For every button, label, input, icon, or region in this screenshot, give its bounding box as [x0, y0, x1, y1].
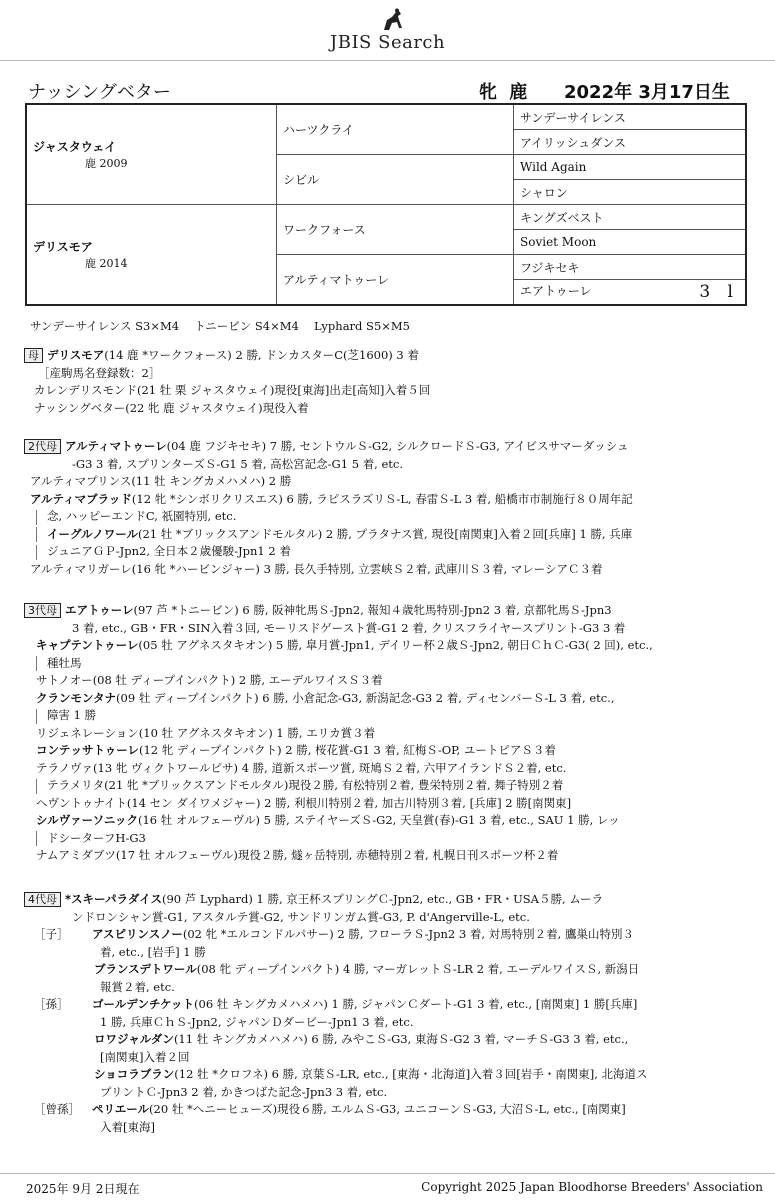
horse-link[interactable]: ブランスデトワール [94, 962, 197, 976]
entry-text: (02 牝 *エルコンドルパサー) 2 勝, フローラＳ-Jpn2 3 着, 対馬特別２着, 鷹巣山特別３ [182, 927, 634, 941]
inbreeding-line: サンデーサイレンス S3×M4 トニービン S4×M4 Lyphard S5×M5 [30, 319, 410, 333]
entry-line [24, 365, 754, 383]
entry-line [24, 672, 754, 690]
horse-birth-date: 2022年 3月17日生 [564, 82, 730, 103]
copyright: Copyright 2025 Japan Bloodhorse Breeders' Association [421, 1180, 763, 1194]
entry-line [24, 926, 754, 944]
third-dam-section [24, 602, 754, 865]
entry-line [24, 979, 754, 997]
entry-line [24, 473, 754, 491]
entry-line [24, 996, 754, 1014]
logo-text: JBIS Search [330, 32, 446, 53]
indent-bar [36, 510, 47, 525]
pedigree-sire-dam[interactable] [277, 155, 514, 205]
dam-name: デリスモア [33, 240, 93, 254]
dam-sire-name: ワークフォース [283, 223, 366, 237]
entry-text: テラノヴァ(13 牝 ヴィクトワールピサ) 4 勝, 道新スポーツ賞, 斑鳩Ｓ２着, 六甲アイランドＳ２着, etc. [36, 760, 567, 775]
entry-text: (14 鹿 *ワークフォース) 2 勝, ドンカスターC(芝1600) 3 着 [104, 348, 419, 362]
entry-text: (90 芦 Lyphard) 1 勝, 京王杯スプリングＣ-Jpn2, etc., GB・FR・USA５勝, ムーラ [161, 892, 604, 906]
horse-link[interactable]: アスピリンスノー [92, 927, 183, 941]
entry-text: 種牡馬 [47, 655, 82, 670]
entry-text: ヘヴントゥナイト(14 セン ダイワメジャー) 2 勝, 利根川特別２着, 加古川特別３着, [兵庫] 2 勝[南関東] [36, 795, 572, 810]
horse-link[interactable]: キャプテントゥーレ [36, 638, 139, 652]
dam-dam-name: アルティマトゥーレ [283, 273, 390, 287]
sds-name: Wild Again [520, 160, 587, 174]
entry-text: ジュニアＧＰ-Jpn2, 全日本２歳優駿-Jpn1 2 着 [47, 544, 291, 558]
pedigree-sire-sire-dam[interactable] [514, 130, 747, 155]
entry-text: 障害 1 勝 [47, 708, 97, 722]
generation-tag: 3代母 [24, 603, 61, 618]
entry-line [24, 1101, 754, 1119]
entry-line [24, 795, 754, 813]
pedigree-sire[interactable] [26, 104, 277, 205]
entry-line [24, 400, 754, 418]
entry-text: プリントＣ-Jpn3 2 着, かきつばた記念-Jpn3 3 着, etc. [100, 1084, 388, 1099]
entry-text: ンドロンシャン賞-G1, アスタルテ賞-G2, サンドリンガム賞-G3, P. d'Angerville-L, etc. [72, 909, 530, 924]
second-dam-section [24, 438, 754, 578]
sire-name: ジャスタウェイ [33, 140, 117, 154]
entry-text: ナッシングベター(22 牝 鹿 ジャスタウェイ)現役入着 [34, 400, 309, 415]
entry-text: 入着[東海] [100, 1119, 155, 1134]
sire-dam-name: シビル [283, 173, 320, 187]
pedigree-dam-sire-dam[interactable] [514, 230, 747, 255]
entry-text: ［産駒馬名登録数：2］ [38, 365, 161, 380]
ssd-name: アイリッシュダンス [520, 135, 626, 150]
entry-text: カレンデリスモンド(21 牡 栗 ジャスタウェイ)現役[東海]出走[高知]入着５回 [34, 383, 431, 397]
horse-link[interactable]: *スキーパラダイス [65, 892, 162, 906]
indent-bar [36, 545, 47, 560]
entry-text: 着, etc., [岩手] 1 勝 [100, 944, 206, 959]
entry-line [24, 742, 754, 760]
entry-line [24, 456, 754, 474]
generation-tag: 母 [24, 348, 43, 363]
entry-line [24, 655, 754, 673]
horse-link[interactable]: クランモンタナ [36, 690, 117, 705]
entry-text: 報賞２着, etc. [100, 979, 175, 994]
entry-line [24, 707, 754, 725]
entry-text: ナムアミダブツ(17 牡 オルフェーヴル)現役２勝, 燧ヶ岳特別, 赤穂特別２着, 札幌日刊スポーツ杯２着 [36, 848, 559, 862]
entry-line [24, 561, 754, 579]
entry-line [24, 1014, 754, 1032]
entry-line [24, 1119, 754, 1137]
entry-line [24, 438, 754, 456]
horse-link[interactable]: アルティマブラッド [30, 491, 132, 506]
entry-text: [南関東]入着２回 [100, 1049, 190, 1064]
entry-line [24, 961, 754, 979]
pedigree-table [25, 103, 747, 306]
horse-link[interactable]: アルティマトゥーレ [65, 439, 167, 453]
entry-text: アルティマプリンス(11 牡 キングカメハメハ) 2 勝 [30, 474, 292, 488]
pedigree-dam-dam-dam[interactable] [514, 280, 747, 306]
entry-text: (16 牡 オルフェーヴル) 5 勝, ステイヤーズＳ-G2, 天皇賞(春)-G1 3 着, etc., SAU 1 勝, レッ [137, 813, 620, 827]
horse-sex-color: 牝 鹿 [479, 82, 531, 103]
entry-line [24, 909, 754, 927]
footer-divider [0, 1173, 775, 1174]
indent-bar [36, 527, 47, 542]
horse-link[interactable]: デリスモア [47, 348, 105, 362]
entry-line [24, 812, 754, 830]
relation-label: ［子］ [34, 927, 69, 941]
entry-line [24, 847, 754, 865]
entry-line [24, 1031, 754, 1049]
entry-line [24, 1049, 754, 1067]
entry-text: (21 牡 *ブリックスアンドモルタル) 2 勝, プラタナス賞, 現役[南関東]入着２回[兵庫] 1 勝, 兵庫 [137, 526, 633, 541]
horse-link[interactable]: エアトゥーレ [65, 603, 134, 617]
pedigree-dam-sire-sire[interactable] [514, 205, 747, 230]
pedigree-dam-sire[interactable] [277, 205, 514, 255]
entry-line [24, 620, 754, 638]
entry-line [24, 1066, 754, 1084]
entry-text: (04 鹿 フジキセキ) 7 勝, セントウルＳ-G2, シルクロードＳ-G3, アイビスサマーダッシュ [166, 439, 629, 453]
entry-line [24, 1084, 754, 1102]
header [0, 0, 775, 62]
entry-line [24, 347, 754, 365]
entry-line [24, 777, 754, 795]
dss-name: キングズベスト [520, 210, 604, 225]
pedigree-sire-sire-sire[interactable] [514, 104, 747, 130]
dds-name: フジキセキ [520, 260, 580, 275]
sire-meta: 鹿 2009 [85, 157, 128, 170]
entry-text: 念, ハッピーエンドC, 祇園特別, etc. [47, 509, 237, 523]
indent-bar [36, 656, 47, 671]
entry-line [24, 891, 754, 909]
entry-text: (08 牝 ディープインパクト) 4 勝, マーガレットＳ-LR 2 着, エーデルワイスＳ, 新潟日 [196, 962, 640, 976]
ddd-name: エアトゥーレ [520, 284, 592, 298]
dam-meta: 鹿 2014 [85, 257, 128, 270]
entry-line [24, 508, 754, 526]
entry-text: (11 牡 キングカメハメハ) 6 勝, みやこＳ-G3, 東海Ｓ-G2 3 着, マーチＳ-G3 3 着, etc., [173, 1032, 629, 1046]
title-row [28, 78, 748, 104]
sire-sire-name: ハーツクライ [283, 123, 355, 137]
pedigree-sire-sire[interactable] [277, 104, 514, 155]
dsd-name: Soviet Moon [520, 235, 597, 249]
entry-text: (20 牡 *ヘニーヒューズ)現役６勝, エルムＳ-G3, ユニコーンＳ-G3, 大沼Ｓ-L, etc., [南関東] [149, 1102, 626, 1116]
dam-section [24, 347, 754, 417]
entry-line [24, 944, 754, 962]
indent-bar [36, 709, 47, 724]
entry-text: サトノオー(08 牡 ディープインパクト) 2 勝, エーデルワイスＳ３着 [36, 673, 383, 687]
entry-text: (12 牝 ディープインパクト) 2 勝, 桜花賞-G1 3 着, 紅梅Ｓ-OP, ユートピアＳ３着 [138, 743, 556, 757]
generation-tag: 4代母 [24, 892, 61, 907]
entry-text: ドシーターフH-G3 [47, 830, 146, 845]
sss-name: サンデーサイレンス [520, 110, 626, 125]
entry-text: 1 勝, 兵庫ＣｈＳ-Jpn2, ジャパンＤダービー-Jpn1 3 着, etc. [100, 1014, 414, 1029]
family-number: 3 l [699, 282, 739, 302]
horse-link[interactable]: ペリエール [92, 1102, 150, 1116]
header-divider [0, 60, 775, 61]
pedigree-sire-dam-sire[interactable] [514, 155, 747, 180]
generation-tag: 2代母 [24, 439, 61, 454]
entry-text: テラメリタ(21 牝 *ブリックスアンドモルタル)現役２勝, 有松特別２着, 豊栄特別２着, 舞子特別２着 [47, 778, 564, 792]
sdd-name: シャロン [520, 185, 568, 200]
horse-link[interactable]: ショコラブラン [94, 1067, 175, 1081]
entry-text: (05 牡 アグネスタキオン) 5 勝, 皐月賞-Jpn1, デイリー杯２歳Ｓ-Jpn2, 朝日ＣｈＣ-G3( 2 回), etc., [138, 638, 653, 652]
entry-text: -G3 3 着, スプリンターズＳ-G1 5 着, 高松宮記念-G1 5 着, etc. [72, 456, 404, 471]
entry-line [24, 382, 754, 400]
entry-line [24, 491, 754, 509]
pedigree-dam-dam-sire[interactable] [514, 255, 747, 280]
horse-rider-icon [378, 8, 408, 34]
jbis-logo[interactable] [330, 8, 460, 54]
entry-text: (06 牡 キングカメハメハ) 1 勝, ジャパンＣダート-G1 3 着, etc., [南関東] 1 勝[兵庫] [194, 997, 638, 1011]
relation-label: ［曾孫］ [34, 1102, 80, 1116]
entry-line [24, 637, 754, 655]
relation-label: ［孫］ [34, 997, 69, 1011]
entry-line [24, 526, 754, 544]
horse-name: ナッシングベター [28, 82, 171, 103]
entry-line [24, 602, 754, 620]
horse-link[interactable]: イーグルノワール [47, 526, 138, 541]
entry-text: 3 着, etc., GB・FR・SIN入着３回, モーリスドゲースト賞-G1 2 着, クリスフライヤースプリント-G3 3 着 [72, 620, 626, 635]
entry-line [24, 760, 754, 778]
entry-text: (09 牡 ディープインパクト) 6 勝, 小倉記念-G3, 新潟記念-G3 2 着, ディセンバーＳ-L 3 着, etc., [116, 690, 615, 705]
horse-link[interactable]: コンテッサトゥーレ [36, 743, 139, 757]
entry-text: (12 牡 *クロフネ) 6 勝, 京葉Ｓ-LR, etc., [東海・北海道]入着３回[岩手・南関東], 北海道ス [174, 1067, 648, 1081]
pedigree-dam[interactable] [26, 205, 277, 306]
indent-bar [36, 779, 47, 794]
entry-line [24, 830, 754, 848]
as-of-date: 2025年 9月 2日現在 [26, 1182, 140, 1196]
entry-text: リジェネレーション(10 牡 アグネスタキオン) 1 勝, エリカ賞３着 [36, 725, 376, 740]
entry-text: アルティマリガーレ(16 牝 *ハービンジャー) 3 勝, 長久手特別, 立雲峡Ｓ２着, 武庫川Ｓ３着, マレーシアＣ３着 [30, 561, 603, 576]
pedigree-sire-dam-dam[interactable] [514, 180, 747, 205]
entry-line [24, 543, 754, 561]
horse-link[interactable]: ロワジャルダン [94, 1032, 174, 1046]
horse-link[interactable]: ゴールデンチケット [92, 997, 195, 1011]
fourth-dam-section [24, 891, 754, 1136]
pedigree-dam-dam[interactable] [277, 255, 514, 306]
entry-text: (12 牝 *シンボリクリスエス) 6 勝, ラピスラズリＳ-L, 春雷Ｓ-L 3 着, 船橋市市制施行８０周年記 [131, 491, 633, 506]
entry-line [24, 690, 754, 708]
entry-line [24, 725, 754, 743]
indent-bar [36, 831, 47, 846]
entry-text: (97 芦 *トニービン) 6 勝, 阪神牝馬Ｓ-Jpn2, 報知４歳牝馬特別-Jpn2 3 着, 京都牝馬Ｓ-Jpn3 [133, 603, 612, 617]
horse-link[interactable]: シルヴァーソニック [36, 813, 138, 827]
